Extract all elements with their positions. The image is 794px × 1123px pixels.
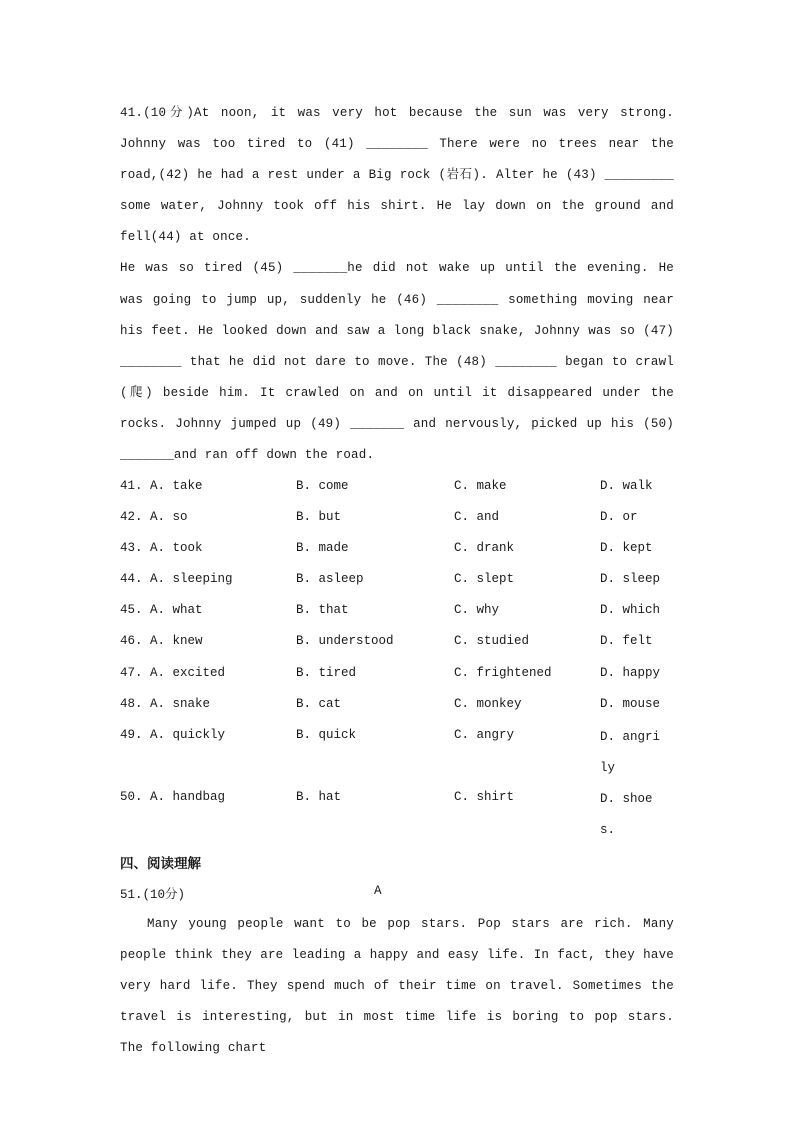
- option-b: B. but: [296, 510, 342, 525]
- option-row: [120, 784, 680, 846]
- option-d: D. felt: [600, 634, 653, 649]
- option-d: D. which: [600, 603, 661, 618]
- option-row: [120, 504, 680, 535]
- option-c: C. shirt: [454, 789, 515, 804]
- option-c: C. make: [454, 479, 507, 493]
- cloze-paragraph-2: He was so tired (45) _______he did not wake up until the evening. He was going to jump up, suddenly he (46) ________ something moving near his feet. He looked down and saw a long black snake, Johnny was so (47) ________ that he did not dare to move. The (48) ________ began to crawl (爬) beside him. It crawled on and on until it disappeared under the rocks. Johnny jumped up (49) _______ and nervously, picked up his (50) _______and ran off down the road.: [120, 261, 674, 463]
- option-a: 42. A. so: [120, 510, 188, 525]
- option-c: C. studied: [454, 634, 530, 649]
- option-row: [120, 597, 680, 628]
- option-d: D. walk: [600, 479, 653, 493]
- option-d: D. mouse: [600, 696, 661, 711]
- option-row: [120, 628, 680, 659]
- cloze-paragraph-1: 41.(10分)At noon, it was very hot because the sun was very strong. Johnny was too tired to (41) ________ There were no trees near the road,(42) he had a rest under a Big rock (岩石). Alter he (43) _________ some water, Johnny took off his shirt. He lay down on the ground and fell(44) at once.: [120, 106, 674, 245]
- option-c: C. drank: [454, 541, 515, 556]
- option-c: C. why: [454, 603, 500, 618]
- question-51-header: [120, 884, 382, 902]
- option-a: 41. A. take: [120, 479, 203, 493]
- option-d: D. or: [600, 510, 638, 525]
- option-a: 49. A. quickly: [120, 727, 226, 742]
- option-row: [120, 535, 680, 566]
- option-row: [120, 691, 680, 722]
- option-d: D. shoes.: [600, 791, 653, 837]
- option-b: B. hat: [296, 789, 342, 804]
- passage-label: A: [374, 884, 382, 898]
- option-b: B. understood: [296, 634, 394, 649]
- option-b: B. asleep: [296, 572, 364, 587]
- option-row: [120, 566, 680, 597]
- option-row: [120, 660, 680, 691]
- reading-passage: [120, 909, 674, 1064]
- options-table: [120, 473, 680, 846]
- option-c: C. and: [454, 510, 500, 525]
- option-b: B. cat: [296, 696, 342, 711]
- section-title: 四、阅读理解: [120, 856, 201, 872]
- option-d: D. angrily: [600, 729, 661, 775]
- option-a: 50. A. handbag: [120, 789, 226, 804]
- option-c: C. frightened: [454, 665, 552, 680]
- option-b: B. quick: [296, 727, 357, 742]
- option-b: B. that: [296, 603, 349, 618]
- option-c: C. slept: [454, 572, 515, 587]
- option-a: 43. A. took: [120, 541, 203, 556]
- option-d: D. kept: [600, 541, 653, 556]
- option-a: 47. A. excited: [120, 665, 226, 680]
- option-c: C. monkey: [454, 696, 522, 711]
- cloze-passage: [120, 98, 674, 471]
- option-a: 48. A. snake: [120, 696, 211, 711]
- option-d: D. sleep: [600, 572, 661, 587]
- option-b: B. come: [296, 479, 349, 493]
- option-c: C. angry: [454, 727, 515, 742]
- option-a: 46. A. knew: [120, 634, 203, 649]
- option-b: B. tired: [296, 665, 357, 680]
- option-b: B. made: [296, 541, 349, 556]
- option-a: 45. A. what: [120, 603, 203, 618]
- option-row: [120, 473, 680, 504]
- reading-paragraph: Many young people want to be pop stars. Pop stars are rich. Many people think they are leading a happy and easy life. In fact, they have very hard life. They spend much of their time on travel. Sometimes the travel is interesting, but in most time life is boring to pop stars. The following chart: [120, 917, 674, 1056]
- option-row: [120, 722, 680, 784]
- question-number: 51.(10分): [120, 888, 186, 902]
- option-a: 44. A. sleeping: [120, 572, 233, 587]
- option-d: D. happy: [600, 665, 661, 680]
